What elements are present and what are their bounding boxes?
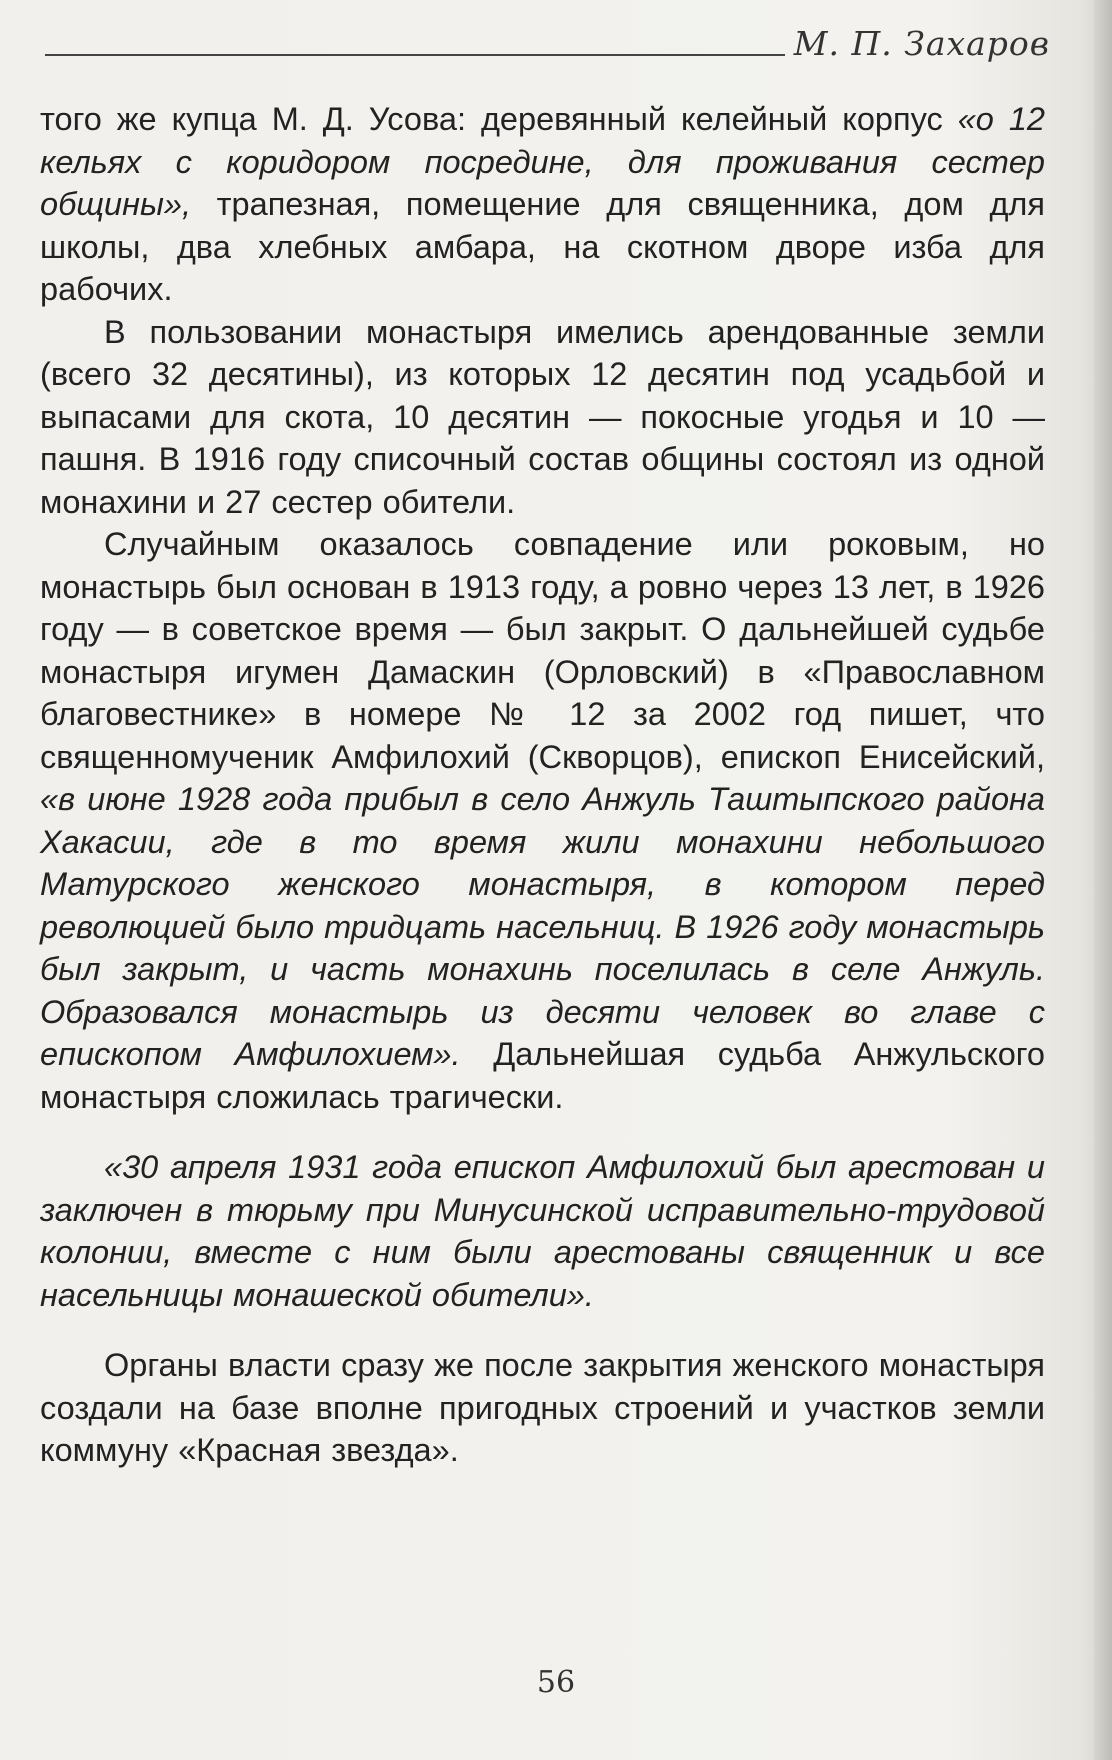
paragraph-3-quote: «в июне 1928 года прибыл в село Анжуль Таштыпского района Хакасии, где в то время жили монахини небольшого Матурского женского монастыря, в котором перед революцией было тридцать насельниц. В 1926 году монастырь был закрыт, и часть монахинь поселилась в селе Анжуль. Образовался монастырь из десяти человек во главе с епископом Амфилохием».	[40, 781, 1045, 1072]
page-edge	[1094, 0, 1112, 1760]
paragraph-3-text: Случайным оказалось совпадение или роковым, но монастырь был основан в 1913 году, а ровно через 13 лет, в 1926 году — в советское время — был закрыт. О дальнейшей судьбе монастыря игумен Дамаскин (Орловский) в «Православном благовестнике» в номере № 12 за 2002 год пишет, что священномученик Амфилохий (Скворцов), епископ Енисейский,	[40, 526, 1045, 775]
page-number: 56	[536, 1665, 576, 1700]
paragraph-1	[40, 98, 1045, 311]
paragraph-3	[40, 523, 1045, 1118]
block-quote: «30 апреля 1931 года епископ Амфилохий был арестован и заключен в тюрьму при Минусинской исправительно-трудовой колонии, вместе с ним были арестованы священник и все насельницы монашеской обители».	[40, 1149, 1045, 1313]
page-body	[40, 98, 1045, 1472]
header-author: М. П. Захаров	[793, 24, 1050, 63]
paragraph-1-text-end: трапезная, помещение для священника, дом для школы, два хлебных амбара, на скотном дворе изба для рабочих.	[40, 186, 1045, 307]
paragraph-3-text-end: Дальнейшая судьба Анжульского монастыря сложилась трагически.	[40, 1036, 1045, 1115]
paragraph-2: В пользовании монастыря имелись арендованные земли (всего 32 десятины), из которых 12 десятин под усадьбой и выпасами для скота, 10 десятин — покосные угодья и 10 — пашня. В 1916 году списочный состав общины состоял из одной монахини и 27 сестер обители.	[40, 313, 1045, 520]
paragraph-5: Органы власти сразу же после закрытия женского монастыря создали на базе вполне пригодных строений и участков земли коммуну «Красная звезда».	[40, 1347, 1045, 1468]
header-rule	[45, 54, 785, 56]
running-header	[45, 22, 1050, 66]
paragraph-1-quote: «о 12 кельях с коридором посредине, для проживания сестер общины»,	[40, 101, 1045, 222]
paragraph-1-text: того же купца М. Д. Усова: деревянный келейный корпус	[40, 101, 958, 137]
